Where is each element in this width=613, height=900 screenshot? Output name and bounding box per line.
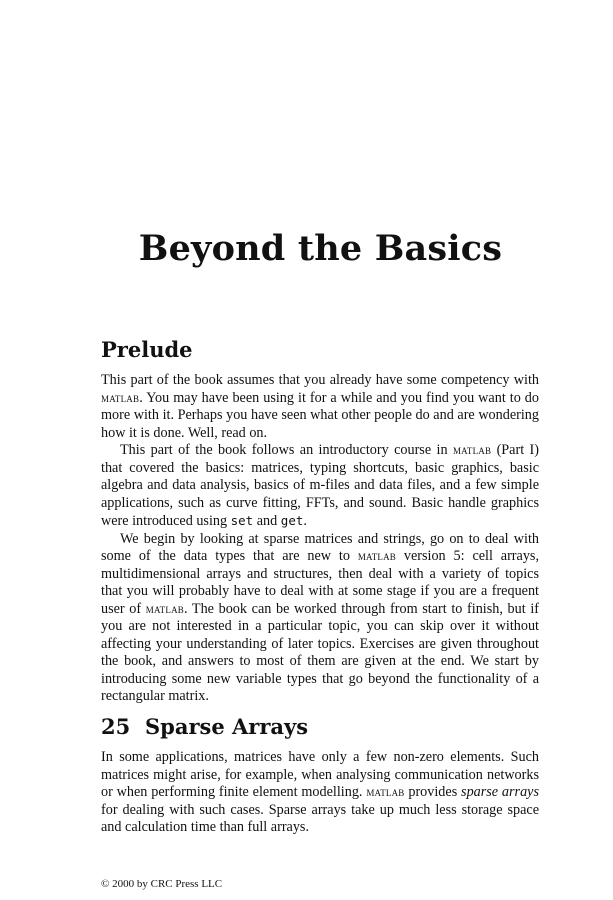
matlab-term: matlab (145, 601, 184, 616)
matlab-term: matlab (452, 443, 492, 457)
prelude-paragraph-2: This part of the book follows an introductory course in matlab (Part I) that covered the basics: matrices, typing shortcuts, basic graphics, basic algebra and data analysis, basics of m-files and data files, and a few simple applications, such as curve fitting, FFTs, and sound. Basic handle graphics were introduced using set and get. (101, 442, 539, 529)
matlab-term: matlab (101, 390, 140, 405)
code-set: set (230, 513, 254, 528)
prelude-body (101, 372, 539, 706)
code-get: get (280, 513, 304, 528)
prelude-paragraph-3: We begin by looking at sparse matrices and strings, go on to deal with some of the data types that are new to matlab version 5: cell arrays, multidimensional arrays and structures, then deal with a variety of topics that you will probably have to deal with at some stage if you are a frequent user of matlab. The book can be worked through from start to finish, but if you are not interested in a particular topic, you can skip over it without affecting your understanding of later topics. Exercises are given throughout the book, and answers to most of them are given at the end. We start by introducing some new variable types that go beyond the functionality of a rectangular matrix. (101, 530, 539, 704)
copyright-footer: © 2000 by CRC Press LLC (101, 878, 223, 890)
matlab-term: matlab (366, 785, 405, 799)
prelude-heading: Prelude (101, 337, 193, 362)
sparse-arrays-term: sparse arrays (461, 784, 539, 800)
sparse-paragraph-1: In some applications, matrices have only a few non-zero elements. Such matrices might arise, for example, when analysing communication networks or when performing finite element modelling. matlab provides sparse arrays for dealing with such cases. Sparse arrays take up much less storage space and calculation time than full arrays. (101, 749, 539, 835)
matlab-term: matlab (357, 549, 397, 563)
page-title: Beyond the Basics (138, 228, 503, 269)
section-title: Sparse Arrays (145, 714, 309, 739)
section-number: 25 (101, 714, 131, 739)
sparse-arrays-heading (101, 714, 308, 739)
sparse-arrays-body (101, 749, 539, 837)
prelude-paragraph-1: This part of the book assumes that you already have some competency with matlab. You may have been using it for a while and you find you want to do more with it. Perhaps you have seen what other people do and are wondering how it is done. Well, read on. (101, 372, 539, 441)
